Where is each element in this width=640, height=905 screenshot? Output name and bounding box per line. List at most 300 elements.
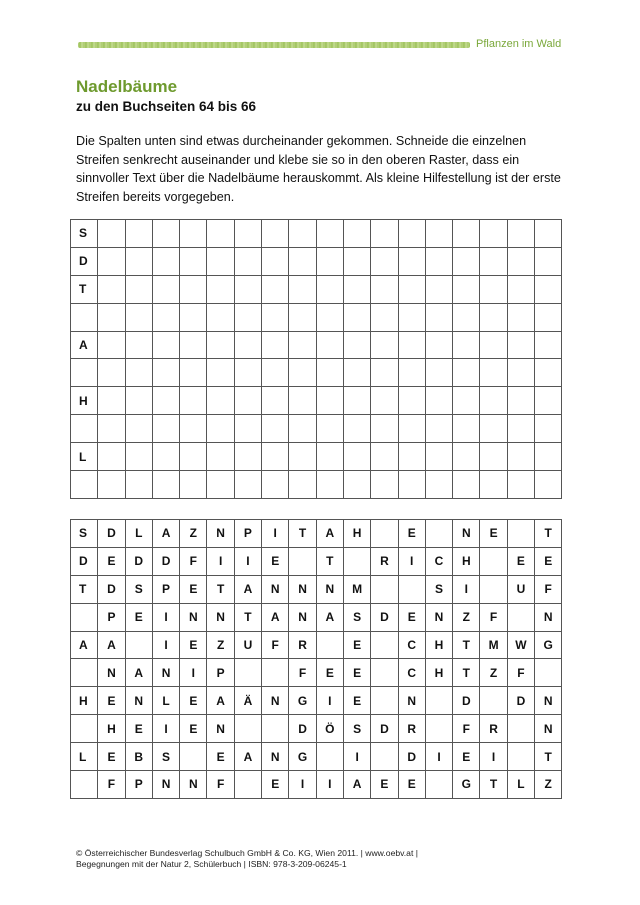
letter-grid-cell: L <box>152 687 179 715</box>
letter-grid-cell: R <box>371 547 398 575</box>
answer-grid-cell <box>535 331 562 359</box>
letter-grid-cell: A <box>152 520 179 548</box>
letter-grid-cell: M <box>343 575 370 603</box>
answer-grid-cell <box>262 359 289 387</box>
answer-grid-cell <box>234 387 261 415</box>
letter-grid-cell: Ö <box>316 715 343 743</box>
letter-grid-cell <box>316 743 343 771</box>
answer-grid-cell <box>180 387 207 415</box>
letter-grid-cell: H <box>425 631 452 659</box>
letter-grid-cell: Z <box>480 659 507 687</box>
answer-grid-cell <box>289 443 316 471</box>
letter-grid-cell <box>71 771 98 799</box>
answer-grid-cell <box>453 247 480 275</box>
letter-grid-cell: I <box>234 547 261 575</box>
instructions-text: Die Spalten unten sind etwas durcheinander gekommen. Schneide die einzelnen Streifen senkrecht auseinander und klebe sie so in den oberen Raster, dass ein sinnvoller Text über die Nadelbäume herauskommt. Als kleine Hilfestellung ist der erste Streifen bereits vorgegeben. <box>76 134 561 204</box>
letter-grid-cell: N <box>535 715 562 743</box>
answer-grid-cell <box>453 220 480 248</box>
letter-grid-cell <box>262 715 289 743</box>
answer-grid-row <box>71 303 562 331</box>
answer-grid-cell <box>507 415 534 443</box>
answer-grid-cell <box>180 275 207 303</box>
letter-grid-cell <box>316 631 343 659</box>
answer-grid-cell <box>453 443 480 471</box>
answer-grid-cell: D <box>71 247 98 275</box>
letter-grid-row <box>71 520 562 548</box>
answer-grid-cell <box>453 359 480 387</box>
letter-grid-cell: N <box>425 603 452 631</box>
letter-grid-row <box>71 743 562 771</box>
answer-grid-cell <box>125 443 152 471</box>
answer-grid-cell <box>371 247 398 275</box>
answer-grid-cell <box>71 471 98 499</box>
letter-grid-cell: S <box>425 575 452 603</box>
answer-grid-cell <box>480 247 507 275</box>
answer-grid-cell <box>535 275 562 303</box>
letter-grid-cell: F <box>507 659 534 687</box>
letter-grid-cell: I <box>180 659 207 687</box>
answer-grid-cell <box>152 471 179 499</box>
answer-grid-cell <box>371 303 398 331</box>
letter-grid-cell: I <box>453 575 480 603</box>
letter-grid-cell: I <box>316 687 343 715</box>
answer-grid-cell: L <box>71 443 98 471</box>
letter-grid-cell: E <box>398 603 425 631</box>
answer-grid-cell <box>152 387 179 415</box>
answer-grid-cell <box>371 275 398 303</box>
letter-grid-cell <box>507 520 534 548</box>
answer-grid-cell <box>289 220 316 248</box>
letter-grid-cell: N <box>316 575 343 603</box>
answer-grid-cell <box>98 331 125 359</box>
letter-grid-cell: E <box>125 603 152 631</box>
answer-grid-cell <box>125 387 152 415</box>
letter-grid-cell: F <box>535 575 562 603</box>
letter-grid-cell: S <box>71 520 98 548</box>
letter-grid-cell: C <box>398 659 425 687</box>
answer-grid-cell <box>480 275 507 303</box>
answer-grid-cell <box>398 247 425 275</box>
answer-grid-cell <box>343 443 370 471</box>
answer-grid-cell <box>343 275 370 303</box>
letter-grid-cell <box>234 715 261 743</box>
answer-grid-cell <box>371 415 398 443</box>
letter-grid-cell: E <box>180 715 207 743</box>
answer-grid-cell <box>262 220 289 248</box>
letter-grid-cell: S <box>343 715 370 743</box>
section-label: Pflanzen im Wald <box>476 38 562 50</box>
letter-grid-cell: N <box>180 771 207 799</box>
letter-grid-cell: C <box>398 631 425 659</box>
answer-grid-cell <box>207 220 234 248</box>
letter-grid-cell: N <box>262 743 289 771</box>
answer-grid-cell <box>535 303 562 331</box>
page-subtitle: zu den Buchseiten 64 bis 66 <box>76 99 257 114</box>
answer-grid-cell <box>262 275 289 303</box>
answer-grid-cell <box>371 220 398 248</box>
answer-grid-cell <box>234 220 261 248</box>
answer-grid-cell <box>125 331 152 359</box>
answer-grid-cell: H <box>71 387 98 415</box>
letter-grid-cell: A <box>207 687 234 715</box>
letter-grid-cell: F <box>262 631 289 659</box>
letter-grid-cell: H <box>343 520 370 548</box>
letter-grid-cell: N <box>180 603 207 631</box>
letter-grid-cell: P <box>234 520 261 548</box>
answer-grid-cell <box>98 303 125 331</box>
letter-grid-cell: T <box>535 520 562 548</box>
letter-grid-cell: E <box>125 715 152 743</box>
letter-grid-cell: F <box>207 771 234 799</box>
answer-grid-cell <box>289 275 316 303</box>
letter-grid-cell <box>289 547 316 575</box>
answer-grid-cell <box>316 303 343 331</box>
letter-grid-cell: E <box>480 520 507 548</box>
letter-grid-cell: E <box>180 687 207 715</box>
letter-grid-cell: I <box>207 547 234 575</box>
answer-grid-cell <box>207 415 234 443</box>
letter-grid-cell <box>371 687 398 715</box>
answer-grid-cell: T <box>71 275 98 303</box>
letter-grid-cell: I <box>152 631 179 659</box>
answer-grid-cell <box>207 359 234 387</box>
answer-grid-cell <box>207 443 234 471</box>
answer-grid-cell <box>535 359 562 387</box>
letter-grid-cell <box>125 631 152 659</box>
letter-grid-cell: I <box>316 771 343 799</box>
letter-grid-cell <box>398 575 425 603</box>
answer-grid-cell <box>316 359 343 387</box>
letter-grid-cell: D <box>71 547 98 575</box>
answer-grid-cell <box>125 415 152 443</box>
answer-grid-cell <box>262 471 289 499</box>
letter-grid-cell: E <box>398 771 425 799</box>
letter-grid-cell: D <box>152 547 179 575</box>
letter-grid-cell: A <box>234 575 261 603</box>
letter-grid-cell: Ä <box>234 687 261 715</box>
answer-grid-cell <box>507 387 534 415</box>
answer-grid-cell <box>289 471 316 499</box>
letter-grid-cell: A <box>316 603 343 631</box>
letter-grid-cell: D <box>98 520 125 548</box>
letter-grid-cell: A <box>98 631 125 659</box>
answer-grid-cell <box>398 220 425 248</box>
answer-grid-cell <box>234 359 261 387</box>
letter-grid-cell: A <box>316 520 343 548</box>
letter-grid-row <box>71 575 562 603</box>
letter-grid-cell: I <box>262 520 289 548</box>
letter-grid-row <box>71 547 562 575</box>
answer-grid-cell <box>425 331 452 359</box>
answer-grid-cell <box>425 443 452 471</box>
letter-grid-cell <box>425 520 452 548</box>
answer-grid-cell <box>480 331 507 359</box>
letter-grid-row <box>71 715 562 743</box>
answer-grid-cell <box>152 247 179 275</box>
answer-grid-cell <box>98 471 125 499</box>
letter-grid-cell: I <box>398 547 425 575</box>
letter-grid-cell: D <box>371 603 398 631</box>
letter-grid-cell: A <box>71 631 98 659</box>
answer-grid-cell <box>425 415 452 443</box>
letter-grid-cell: H <box>425 659 452 687</box>
letter-grid-cell <box>507 743 534 771</box>
page-title: Nadelbäume <box>76 77 178 96</box>
answer-grid-row <box>71 331 562 359</box>
answer-grid-cell <box>343 220 370 248</box>
answer-grid-cell <box>535 220 562 248</box>
answer-grid-cell <box>425 303 452 331</box>
letter-grid-row <box>71 771 562 799</box>
answer-grid-cell <box>98 415 125 443</box>
letter-grid-cell: F <box>453 715 480 743</box>
letter-grid-cell: N <box>207 715 234 743</box>
answer-grid-cell <box>180 359 207 387</box>
answer-grid-row <box>71 415 562 443</box>
letter-grid-cell: E <box>207 743 234 771</box>
answer-grid-cell <box>152 443 179 471</box>
answer-grid-cell <box>316 247 343 275</box>
answer-grid-cell <box>425 220 452 248</box>
letter-grid-cell: T <box>289 520 316 548</box>
answer-grid-cell <box>480 387 507 415</box>
letter-grid-cell: H <box>98 715 125 743</box>
answer-grid-cell <box>507 471 534 499</box>
letter-grid-cell <box>234 771 261 799</box>
answer-grid-cell <box>98 443 125 471</box>
letter-grid-cell: E <box>398 520 425 548</box>
answer-grid-cell: A <box>71 331 98 359</box>
letter-grid-cell: D <box>371 715 398 743</box>
answer-grid-cell <box>289 415 316 443</box>
letter-grid-cell: N <box>207 520 234 548</box>
answer-grid-cell <box>398 331 425 359</box>
answer-grid-cell <box>207 387 234 415</box>
answer-grid-cell <box>343 331 370 359</box>
letter-grid-cell: D <box>507 687 534 715</box>
answer-grid-cell <box>343 471 370 499</box>
letter-grid-cell: R <box>480 715 507 743</box>
answer-grid-cell <box>262 331 289 359</box>
letter-grid-cell <box>371 743 398 771</box>
answer-grid-cell <box>180 443 207 471</box>
answer-grid-cell <box>289 303 316 331</box>
answer-grid-cell <box>125 247 152 275</box>
answer-grid-cell <box>180 247 207 275</box>
letter-grid-cell <box>507 603 534 631</box>
answer-grid-cell <box>207 471 234 499</box>
answer-grid-cell <box>507 275 534 303</box>
letter-grid-cell: N <box>289 575 316 603</box>
letter-grid-cell: D <box>289 715 316 743</box>
answer-grid-cell <box>180 303 207 331</box>
letter-grid-cell: I <box>480 743 507 771</box>
answer-grid-row <box>71 443 562 471</box>
letter-grid-cell: A <box>125 659 152 687</box>
letter-grid-cell: D <box>453 687 480 715</box>
letter-grid-cell: F <box>98 771 125 799</box>
answer-grid-cell <box>71 303 98 331</box>
answer-grid-cell <box>234 303 261 331</box>
letter-grid-cell <box>262 659 289 687</box>
answer-grid-cell <box>152 275 179 303</box>
answer-grid-cell: S <box>71 220 98 248</box>
letter-grid-cell: T <box>535 743 562 771</box>
letter-grid-cell: Z <box>180 520 207 548</box>
answer-grid-cell <box>343 387 370 415</box>
letter-grid-cell <box>425 687 452 715</box>
answer-grid-cell <box>425 387 452 415</box>
answer-grid <box>70 219 562 499</box>
answer-grid-cell <box>180 415 207 443</box>
answer-grid-cell <box>98 359 125 387</box>
answer-grid-cell <box>398 415 425 443</box>
answer-grid-cell <box>262 247 289 275</box>
answer-grid-cell <box>507 443 534 471</box>
answer-grid-cell <box>152 303 179 331</box>
letter-grid-cell: N <box>125 687 152 715</box>
letter-grid-cell: L <box>71 743 98 771</box>
answer-grid-cell <box>371 331 398 359</box>
answer-grid-cell <box>371 471 398 499</box>
answer-grid-cell <box>207 247 234 275</box>
letter-grid-cell: A <box>343 771 370 799</box>
header-decoration-bar <box>78 42 470 48</box>
answer-grid-cell <box>398 359 425 387</box>
letter-grid-cell: U <box>234 631 261 659</box>
letter-grid-cell: G <box>453 771 480 799</box>
answer-grid-cell <box>316 275 343 303</box>
letter-grid-cell: N <box>262 687 289 715</box>
answer-grid-cell <box>316 331 343 359</box>
letter-grid-cell: T <box>453 631 480 659</box>
letter-grid-cell <box>371 631 398 659</box>
answer-grid-cell <box>453 331 480 359</box>
answer-grid-cell <box>262 415 289 443</box>
answer-grid-cell <box>535 415 562 443</box>
letter-grid-cell <box>507 715 534 743</box>
answer-grid-cell <box>316 220 343 248</box>
letter-grid-cell: S <box>343 603 370 631</box>
answer-grid-cell <box>71 415 98 443</box>
answer-grid-cell <box>125 303 152 331</box>
letter-grid-cell: E <box>316 659 343 687</box>
answer-grid-cell <box>343 359 370 387</box>
letter-grid-cell: L <box>125 520 152 548</box>
letter-grid-cell: P <box>125 771 152 799</box>
letter-grid-cell <box>371 520 398 548</box>
letter-grid-cell: B <box>125 743 152 771</box>
answer-grid-cell <box>152 359 179 387</box>
answer-grid-cell <box>425 275 452 303</box>
letter-grid-cell: F <box>289 659 316 687</box>
letter-grid-cell <box>234 659 261 687</box>
letter-grid-cell: I <box>289 771 316 799</box>
letter-grid-cell: T <box>453 659 480 687</box>
letter-grid-cell: E <box>180 631 207 659</box>
answer-grid-cell <box>507 303 534 331</box>
answer-grid-row <box>71 387 562 415</box>
answer-grid-cell <box>289 359 316 387</box>
letter-grid-cell <box>535 659 562 687</box>
letter-grid-cell: N <box>262 575 289 603</box>
letter-grid-cell: E <box>453 743 480 771</box>
answer-grid-cell <box>507 220 534 248</box>
answer-grid-cell <box>125 220 152 248</box>
letter-grid-cell: G <box>289 687 316 715</box>
answer-grid-cell <box>152 331 179 359</box>
letter-grid-cell: Z <box>535 771 562 799</box>
letter-grid-cell: T <box>234 603 261 631</box>
answer-grid-cell <box>180 220 207 248</box>
answer-grid-cell <box>152 220 179 248</box>
letter-grid-cell <box>343 547 370 575</box>
answer-grid-cell <box>425 247 452 275</box>
answer-grid-cell <box>98 275 125 303</box>
answer-grid-row <box>71 359 562 387</box>
letter-grid-cell: E <box>180 575 207 603</box>
letter-grid-cell: T <box>71 575 98 603</box>
answer-grid-cell <box>535 247 562 275</box>
letter-grid-cell: P <box>207 659 234 687</box>
answer-grid-cell <box>507 359 534 387</box>
answer-grid-cell <box>234 443 261 471</box>
letter-grid-cell <box>71 603 98 631</box>
answer-grid-row <box>71 220 562 248</box>
answer-grid-cell <box>398 303 425 331</box>
answer-grid-cell <box>180 331 207 359</box>
answer-grid-row <box>71 471 562 499</box>
letter-grid-cell: M <box>480 631 507 659</box>
letter-grid-cell: Z <box>207 631 234 659</box>
letter-grid-cell: E <box>343 659 370 687</box>
letter-grid-cell: H <box>453 547 480 575</box>
letter-grid-cell: E <box>343 631 370 659</box>
answer-grid-cell <box>398 471 425 499</box>
letter-grid-row <box>71 687 562 715</box>
answer-grid-cell <box>480 471 507 499</box>
letter-grid-cell <box>425 771 452 799</box>
footer <box>76 848 418 870</box>
answer-grid-cell <box>125 275 152 303</box>
letter-grid-cell <box>71 715 98 743</box>
letter-grid-cell: G <box>535 631 562 659</box>
answer-grid-cell <box>453 387 480 415</box>
answer-grid-cell <box>262 387 289 415</box>
letter-grid-cell: N <box>98 659 125 687</box>
answer-grid-cell <box>453 275 480 303</box>
letter-grid-cell: N <box>152 771 179 799</box>
footer-copyright: © Österreichischer Bundesverlag Schulbuch GmbH & Co. KG, Wien 2011. | www.oebv.at | <box>76 848 418 858</box>
answer-grid-cell <box>535 471 562 499</box>
answer-grid-cell <box>316 387 343 415</box>
answer-grid-cell <box>234 247 261 275</box>
letter-grid-cell: G <box>289 743 316 771</box>
letter-grid-cell: N <box>289 603 316 631</box>
answer-grid-cell <box>453 471 480 499</box>
answer-grid-cell <box>343 415 370 443</box>
letter-grid-cell <box>425 715 452 743</box>
letter-grid-cell: E <box>371 771 398 799</box>
answer-grid-cell <box>480 220 507 248</box>
letter-grid-cell: P <box>152 575 179 603</box>
letter-grid-cell: T <box>207 575 234 603</box>
letter-grid-cell: D <box>125 547 152 575</box>
letter-grid-cell: I <box>425 743 452 771</box>
answer-grid-cell <box>398 275 425 303</box>
footer-isbn: Begegnungen mit der Natur 2, Schülerbuch | ISBN: 978-3-209-06245-1 <box>76 859 347 869</box>
letter-grid-cell: P <box>98 603 125 631</box>
